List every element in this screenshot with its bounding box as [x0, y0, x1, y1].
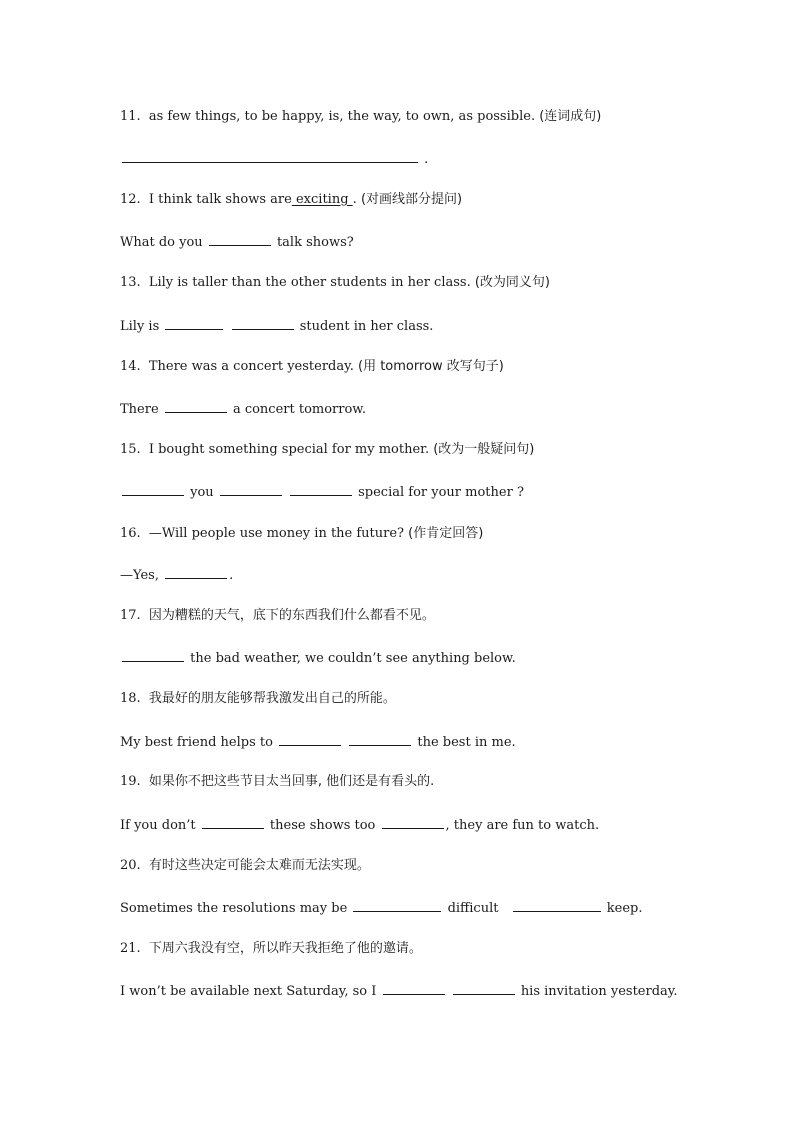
question-instruction: (改为同义句) — [474, 275, 551, 290]
question-14 — [120, 358, 754, 376]
answer-text: —Yes, — [120, 568, 159, 583]
question-chinese: 如果你不把这些节目太当回事, 他们还是有看头的. — [148, 774, 435, 789]
question-number: 20. — [120, 858, 141, 873]
answer-text: you — [190, 485, 214, 500]
answer-19 — [120, 816, 754, 835]
question-sentence: as few things, to be happy, is, the way, to own, as possible. — [148, 109, 536, 124]
question-17 — [120, 607, 754, 625]
answer-blank[interactable] — [122, 483, 184, 496]
question-number: 19. — [120, 774, 141, 789]
question-sentence: There was a concert yesterday. — [148, 359, 354, 374]
question-number: 13. — [120, 275, 141, 290]
underlined-phrase: exciting — [291, 192, 353, 207]
question-instruction: (改为一般疑问句) — [433, 442, 535, 457]
answer-text: these shows too — [269, 818, 376, 833]
answer-text: My best friend helps to — [120, 735, 273, 750]
answer-text: talk shows? — [276, 235, 354, 250]
answer-text: keep. — [606, 901, 643, 916]
question-number: 14. — [120, 359, 141, 374]
answer-blank[interactable] — [349, 733, 411, 746]
question-sentence: I think talk shows are — [148, 192, 292, 207]
question-sentence-end: . — [352, 192, 357, 207]
answer-blank[interactable] — [122, 649, 184, 662]
question-chinese: 我最好的朋友能够帮我激发出自己的所能。 — [148, 691, 396, 706]
answer-text: , they are fun to watch. — [445, 818, 600, 833]
question-number: 18. — [120, 691, 141, 706]
question-number: 21. — [120, 941, 141, 956]
question-18 — [120, 690, 754, 708]
question-number: 16. — [120, 526, 141, 541]
question-21 — [120, 940, 754, 958]
question-11 — [120, 108, 754, 126]
question-15 — [120, 441, 754, 459]
question-12 — [120, 191, 754, 209]
answer-text: . — [229, 568, 234, 583]
question-sentence: I bought something special for my mother. — [148, 442, 430, 457]
question-number: 15. — [120, 442, 141, 457]
answer-16 — [120, 566, 754, 585]
answer-text: . — [424, 152, 429, 167]
answer-text: There — [120, 402, 159, 417]
answer-blank[interactable] — [232, 317, 294, 330]
question-instruction: (用 tomorrow 改写句子) — [358, 359, 504, 374]
answer-blank[interactable] — [382, 816, 444, 829]
answer-text: the best in me. — [417, 735, 516, 750]
answer-text: Sometimes the resolutions may be — [120, 901, 348, 916]
answer-text: a concert tomorrow. — [232, 402, 367, 417]
answer-text: special for your mother ? — [358, 485, 524, 500]
answer-20 — [120, 899, 754, 918]
answer-14 — [120, 400, 754, 419]
question-19 — [120, 773, 754, 791]
question-sentence: Lily is taller than the other students in her class. — [148, 275, 471, 290]
question-instruction: (作肯定回答) — [408, 526, 484, 541]
answer-text: difficult — [447, 901, 499, 916]
answer-text: his invitation yesterday. — [520, 984, 678, 999]
question-number: 11. — [120, 109, 141, 124]
answer-12 — [120, 233, 754, 252]
answer-17 — [120, 649, 754, 668]
answer-blank[interactable] — [165, 566, 227, 579]
answer-text: student in her class. — [299, 319, 434, 334]
answer-blank[interactable] — [353, 899, 441, 912]
answer-blank[interactable] — [513, 899, 601, 912]
answer-blank[interactable] — [122, 150, 418, 163]
answer-text: I won’t be available next Saturday, so I — [120, 984, 377, 999]
question-number: 17. — [120, 608, 141, 623]
answer-21 — [120, 982, 754, 1001]
answer-text: If you don’t — [120, 818, 196, 833]
question-chinese: 因为糟糕的天气，底下的东西我们什么都看不见。 — [148, 608, 435, 623]
question-instruction: (连词成句) — [539, 109, 602, 124]
question-number: 12. — [120, 192, 141, 207]
question-20 — [120, 857, 754, 875]
answer-blank[interactable] — [202, 816, 264, 829]
question-chinese: 下周六我没有空，所以昨天我拒绝了他的邀请。 — [148, 941, 422, 956]
answer-blank[interactable] — [165, 400, 227, 413]
question-instruction: (对画线部分提问) — [360, 192, 463, 207]
answer-13 — [120, 317, 754, 336]
answer-11 — [120, 150, 754, 169]
answer-text: the bad weather, we couldn’t see anything below. — [190, 651, 516, 666]
answer-blank[interactable] — [279, 733, 341, 746]
question-chinese: 有时这些决定可能会太难而无法实现。 — [148, 858, 370, 873]
question-sentence: —Will people use money in the future? — [148, 526, 405, 541]
answer-text: Lily is — [120, 319, 160, 334]
answer-blank[interactable] — [383, 982, 445, 995]
answer-blank[interactable] — [165, 317, 223, 330]
answer-18 — [120, 733, 754, 752]
answer-text: What do you — [120, 235, 203, 250]
answer-blank[interactable] — [209, 233, 271, 246]
answer-blank[interactable] — [220, 483, 282, 496]
question-13 — [120, 274, 754, 292]
answer-blank[interactable] — [290, 483, 352, 496]
answer-15 — [120, 483, 754, 502]
question-16 — [120, 525, 754, 543]
answer-blank[interactable] — [453, 982, 515, 995]
